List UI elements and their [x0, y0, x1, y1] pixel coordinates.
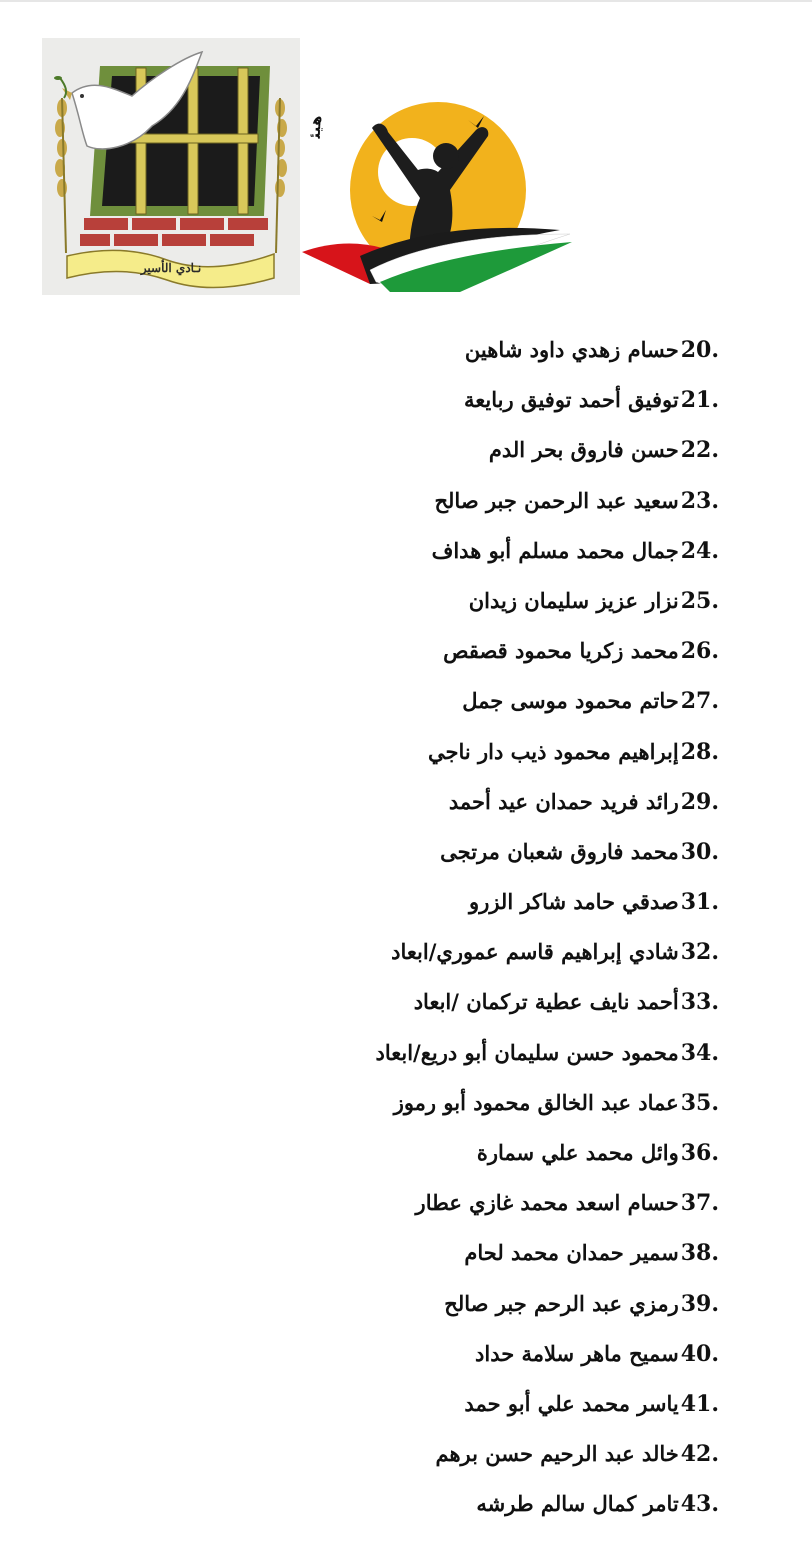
item-name: صدقي حامد شاكر الزرو — [469, 889, 679, 915]
item-name: إبراهيم محمود ذيب دار ناجي — [427, 738, 679, 764]
top-rule — [0, 0, 812, 2]
item-name: رمزي عبد الرحم جبر صالح — [444, 1290, 679, 1316]
list-item — [376, 1078, 720, 1128]
list-item — [376, 676, 720, 726]
item-number: 21. — [680, 387, 719, 414]
item-number: 43. — [680, 1491, 719, 1518]
item-name: سميح ماهر سلامة حداد — [475, 1340, 679, 1366]
item-name: محمد فاروق شعبان مرتجى — [440, 838, 679, 864]
list-item — [376, 1479, 720, 1529]
item-name: سمير حمدان محمد لحام — [464, 1240, 679, 1266]
item-number: 37. — [680, 1190, 719, 1217]
item-number: 29. — [680, 788, 719, 815]
list-item — [376, 1379, 720, 1429]
list-item — [376, 476, 720, 526]
item-number: 42. — [680, 1441, 719, 1468]
item-name: أحمد نايف عطية تركمان /ابعاد — [413, 989, 679, 1015]
item-name: سعيد عبد الرحمن جبر صالح — [434, 487, 679, 513]
item-number: 33. — [680, 989, 719, 1016]
list-item — [376, 576, 720, 626]
item-name: حسام زهدي داود شاهين — [464, 337, 679, 362]
item-name: رائد فريد حمدان عيد أحمد — [448, 788, 679, 814]
item-number: 38. — [680, 1240, 719, 1267]
svg-text:هيئة شؤون الأسرى والمحررين — [300, 20, 326, 140]
list-item — [376, 1128, 720, 1178]
item-name: جمال محمد مسلم أبو هداف — [431, 537, 679, 563]
item-number: 20. — [680, 337, 719, 363]
item-name: حسام اسعد محمد غازي عطار — [415, 1190, 679, 1216]
list-item — [376, 1178, 720, 1228]
prisoner-names-list — [376, 325, 720, 1530]
item-number: 41. — [680, 1390, 719, 1417]
list-item — [376, 1329, 720, 1379]
item-number: 31. — [680, 889, 719, 916]
prisoners-club-caption: نـادي الأسير — [140, 261, 202, 275]
item-number: 22. — [680, 437, 719, 464]
item-number: 26. — [680, 638, 719, 665]
item-number: 25. — [680, 587, 719, 614]
list-item — [376, 977, 720, 1027]
item-number: 35. — [680, 1089, 719, 1116]
list-item — [376, 927, 720, 977]
list-item — [376, 1028, 720, 1078]
list-item — [376, 1279, 720, 1329]
list-item — [376, 877, 720, 927]
list-item — [376, 827, 720, 877]
item-name: خالد عبد الرحيم حسن برهم — [435, 1441, 679, 1467]
item-name: نزار عزيز سليمان زيدان — [468, 587, 679, 613]
prisoners-club-emblem-icon — [42, 38, 300, 295]
list-item — [376, 727, 720, 777]
item-number: 40. — [680, 1340, 719, 1367]
item-name: ياسر محمد علي أبو حمد — [464, 1390, 679, 1416]
list-item — [376, 1228, 720, 1278]
item-name: شادي إبراهيم قاسم عموري/ابعاد — [391, 939, 679, 965]
item-number: 36. — [680, 1140, 719, 1166]
commission-emblem-icon — [300, 20, 575, 295]
commission-arc-text: هيئ — [305, 114, 326, 139]
item-number: 30. — [680, 838, 719, 865]
item-name: تامر كمال سالم طرشه — [476, 1491, 679, 1517]
item-number: 24. — [680, 537, 719, 564]
list-item — [376, 626, 720, 676]
prisoners-affairs-commission-logo — [300, 20, 575, 295]
item-name: عماد عبد الخالق محمود أبو رموز — [393, 1089, 679, 1115]
item-name: محمد زكريا محمود قصقص — [443, 638, 679, 664]
list-item — [376, 375, 720, 425]
prisoners-club-logo — [42, 38, 300, 295]
list-item — [376, 325, 720, 375]
item-number: 32. — [680, 939, 719, 966]
item-number: 23. — [680, 487, 719, 514]
item-number: 28. — [680, 738, 719, 765]
list-item — [376, 425, 720, 475]
item-name: حاتم محمود موسى جمل — [462, 688, 679, 714]
list-item — [376, 1429, 720, 1479]
item-name: وائل محمد علي سمارة — [476, 1140, 679, 1165]
list-item — [376, 777, 720, 827]
item-name: محمود حسن سليمان أبو دريع/ابعاد — [375, 1039, 679, 1065]
item-number: 39. — [680, 1290, 719, 1317]
item-number: 27. — [680, 688, 719, 715]
item-name: توفيق أحمد توفيق ربايعة — [464, 387, 679, 413]
item-name: حسن فاروق بحر الدم — [488, 437, 679, 463]
list-item — [376, 526, 720, 576]
item-number: 34. — [680, 1039, 719, 1066]
